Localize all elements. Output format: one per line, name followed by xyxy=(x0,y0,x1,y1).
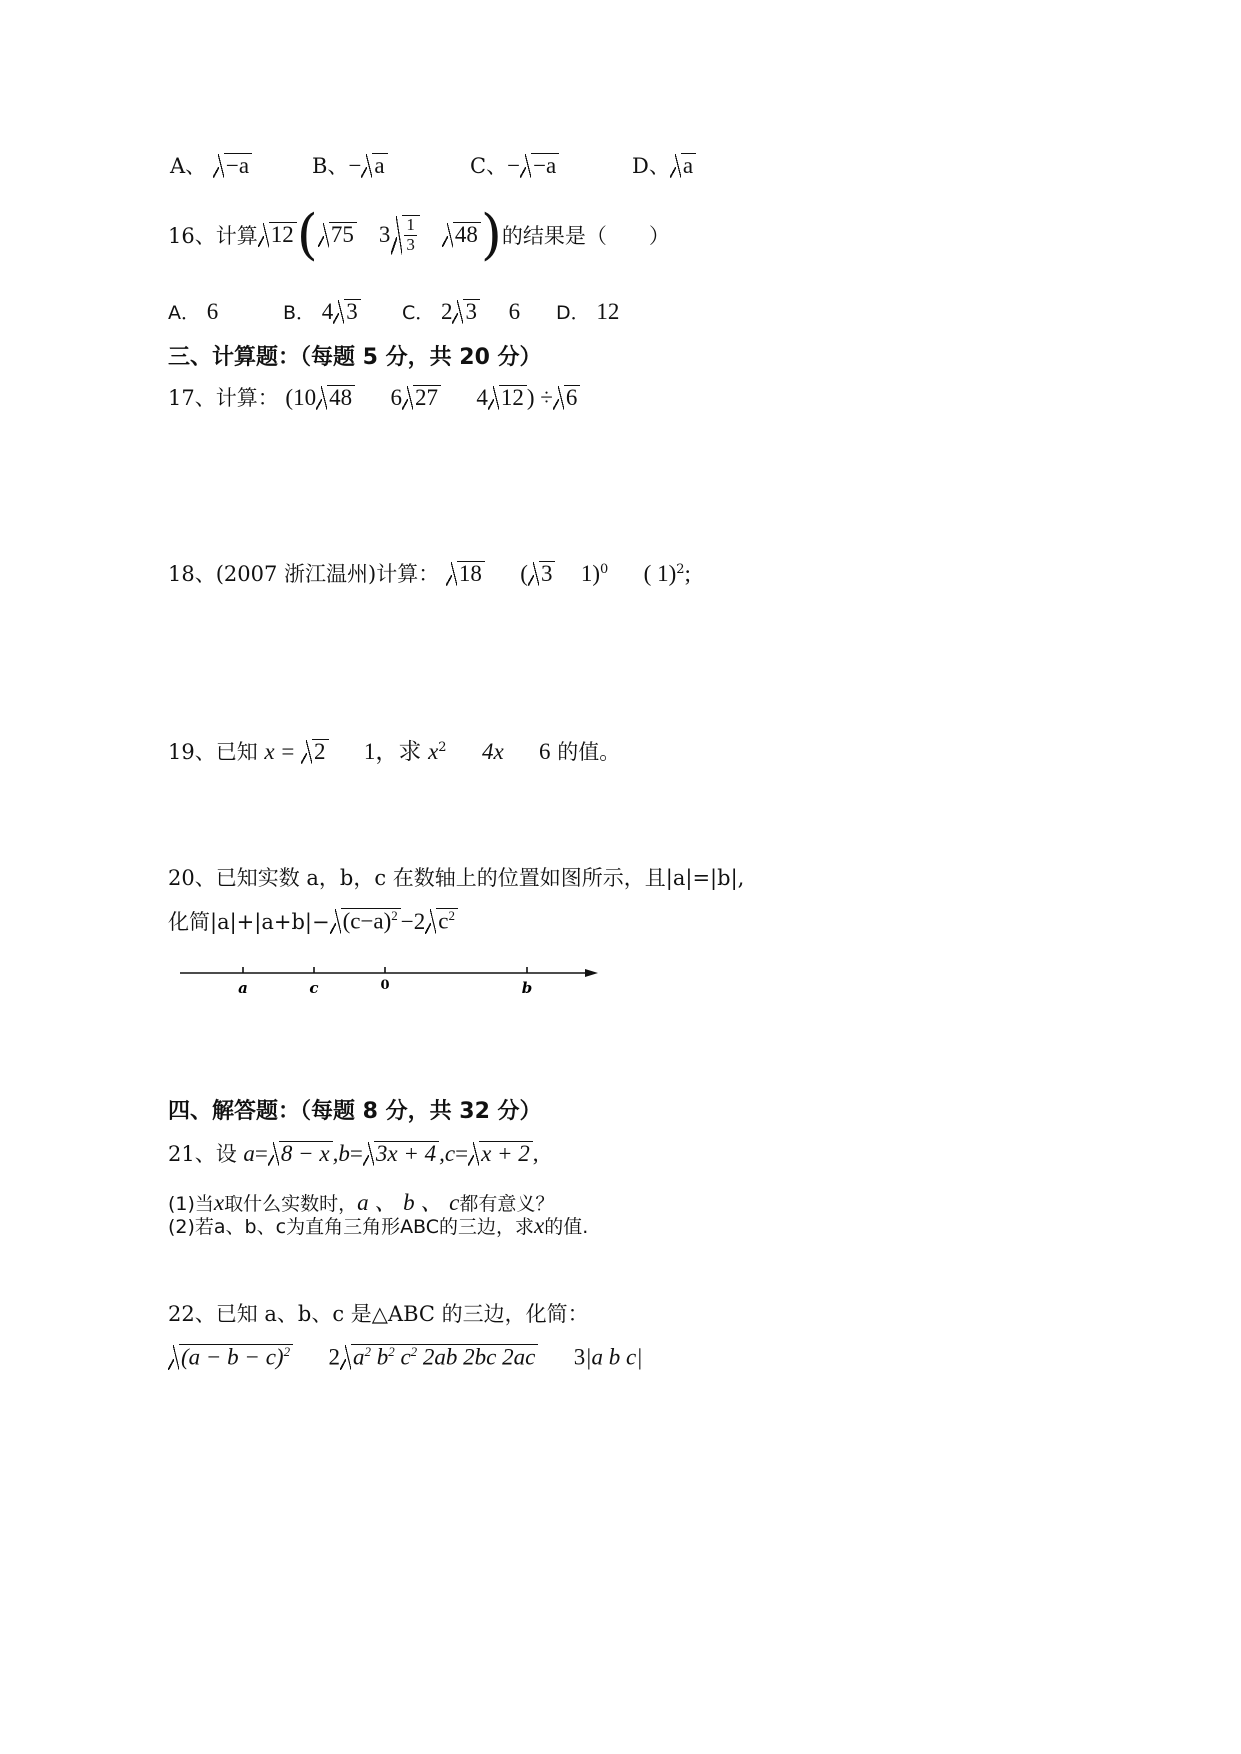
question-21: 21、设 a= 8 − x ,b= 3x + 4 ,c= x + 2 , xyxy=(168,1141,539,1166)
q19-sqrt2: 2 xyxy=(312,739,329,764)
option-a-radical: −a xyxy=(224,153,252,178)
q22-abs: |a b c| xyxy=(585,1344,643,1370)
q20-radical-1: $(c-a)^2$ xyxy=(341,908,401,934)
option-d-radical: a xyxy=(681,153,696,178)
question-19: 19、已知 x = 2 1，求 $x^2$ 4x 6 的值。 xyxy=(168,739,621,764)
q16-option-c: C． 2 3 6 xyxy=(402,299,521,324)
q17-sqrt6: 6 xyxy=(564,385,581,410)
number-line xyxy=(170,955,610,1010)
q17-sqrt27: 27 xyxy=(413,385,441,410)
q17-sqrt12: 12 xyxy=(499,385,527,410)
q21-sub2: (2)若a、b、c为直角三角形ABC的三边，求x的值. xyxy=(168,1213,589,1238)
question-16 xyxy=(168,200,670,270)
q16-sqrt12: 12 xyxy=(269,222,297,247)
section-3-title: 三、计算题：（每题 5 分，共 20 分） xyxy=(168,345,542,370)
number-line-label-b: b xyxy=(521,979,533,997)
q16-options xyxy=(168,298,218,325)
option-a-label: A、 xyxy=(170,154,207,178)
q16-sqrt-frac: $\frac{1}{3}$ xyxy=(402,215,420,254)
q16-left-paren: ( xyxy=(296,203,318,266)
q22-radical-2: $a^2$ $b^2$ $c^2$ 2ab 2bc 2ac xyxy=(351,1344,538,1370)
q15-option-c: C、− −a xyxy=(470,150,559,180)
q15-option-b: B、− a xyxy=(312,150,388,180)
q15-options xyxy=(170,150,252,180)
number-line-label-a: a xyxy=(238,979,248,997)
question-20-line1: 20、已知实数 a，b，c 在数轴上的位置如图所示，且|a|=|b|, xyxy=(168,866,745,890)
q15-option-d: D、 a xyxy=(632,150,696,180)
q16-option-d: D． 12 xyxy=(556,299,620,324)
q16-option-b: B． 4 3 xyxy=(283,298,361,325)
q16-sqrt48: 48 xyxy=(453,222,481,247)
q21-sub1: (1)当x取什么实数时，a 、 b 、 c都有意义？ xyxy=(168,1190,555,1215)
number-line-arrow xyxy=(585,969,598,977)
number-line-label-c: c xyxy=(309,979,319,997)
q21-radical-a: 8 − x xyxy=(279,1141,333,1166)
q16-sqrt75: 75 xyxy=(329,222,357,247)
question-18: 18、(2007 浙江温州)计算： 18 ( 3 1)$^0$ ( 1)$^2$; xyxy=(168,561,691,586)
q16-suffix: 的结果是（ ） xyxy=(501,224,670,248)
option-b-radical: a xyxy=(372,153,387,178)
q18-sqrt18: 18 xyxy=(457,561,485,586)
q16-opt-a-value: 6 xyxy=(206,299,219,324)
number-line-label-0: 0 xyxy=(380,978,390,993)
section-4-title: 四、解答题：（每题 8 分，共 32 分） xyxy=(168,1099,542,1124)
question-22-expression: $(a - b - c)^2$ 2 $a^2$ $b^2$ $c^2$ 2ab 2bc 2ac 3|a b c| xyxy=(181,1344,643,1370)
q16-prefix: 16、计算 xyxy=(168,224,258,248)
q20-radical-2: $c^2$ xyxy=(436,908,458,934)
q17-sqrt48: 48 xyxy=(327,385,355,410)
question-20-line2: 化简$|a|+|a+b|- (c-a)^2 -2$ $c^2$ xyxy=(168,906,458,936)
option-c-radical: −a xyxy=(531,153,559,178)
q16-coef: 3 xyxy=(378,222,391,247)
q22-radical-1: $(a - b - c)^2$ xyxy=(179,1344,293,1370)
q21-radical-c: x + 2 xyxy=(479,1141,533,1166)
q16-right-paren: ) xyxy=(480,203,502,266)
q21-radical-b: 3x + 4 xyxy=(374,1141,439,1166)
question-17: 17、计算： (10 48 6 27 4 12 ) ÷ 6 xyxy=(168,382,580,412)
question-22-line1: 22、已知 a、b、c 是△ABC 的三边，化简： xyxy=(168,1302,589,1326)
q16-opt-a-label: A． xyxy=(168,302,200,324)
q18-sqrt3: 3 xyxy=(539,561,556,586)
